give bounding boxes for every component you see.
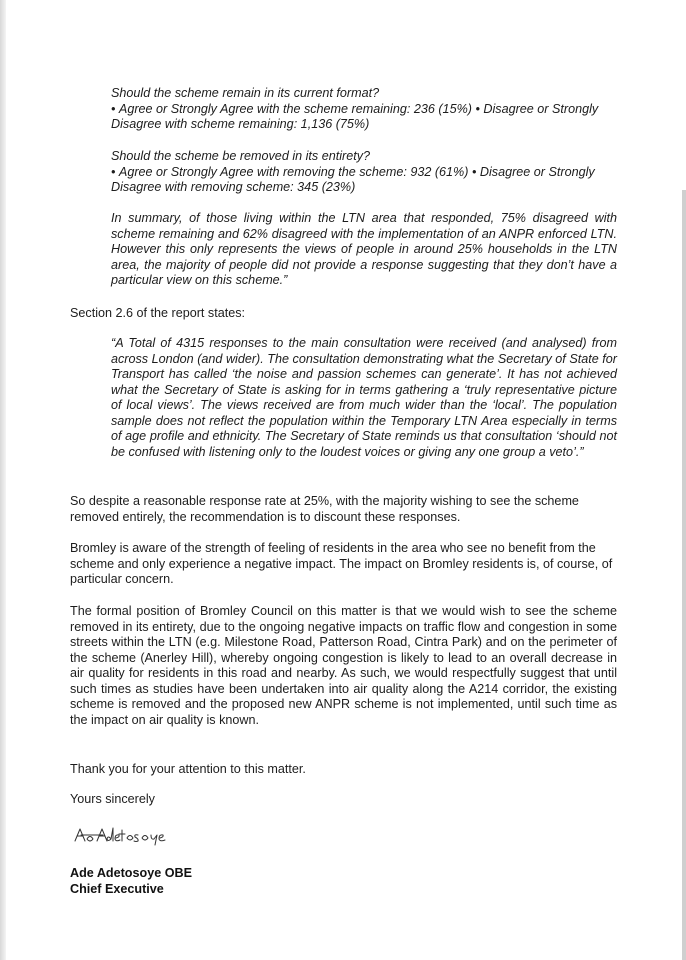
question-1-answer-agree: Agree or Strongly Agree with the scheme remaining: 236 (15%) — [118, 101, 472, 116]
question-1-block — [111, 86, 617, 133]
question-2-block — [111, 149, 617, 196]
paragraph-bromley: Bromley is aware of the strength of feeling of residents in the area who see no benefit from the scheme and only experience a negative impact. The impact on Bromley residents is, of course, of particular concern. — [70, 541, 613, 586]
thanks-line: Thank you for your attention to this matter. — [70, 762, 306, 776]
question-2-text: Should the scheme be removed in its entirety? — [111, 149, 371, 163]
page-edge-shadow — [0, 0, 6, 960]
question-1-text: Should the scheme remain in its current format? — [111, 86, 380, 100]
question-1-answers — [111, 102, 617, 133]
paragraph-position: The formal position of Bromley Council on this matter is that we would wish to see the scheme removed in its entirety, due to the ongoing negative impacts on traffic flow and congestion in some streets within the LTN (e.g. Milestone Road, Patterson Road, Cintra Park) and on the perimeter of the scheme (Anerley Hill), whereby ongoing congestion is likely to lead to an overall decrease in air quality for residents in this road and nearby. As such, we would respectfully suggest that until such times as studies have been undertaken into air quality along the A214 corridor, the existing scheme is removed and the proposed new ANPR scheme is not implemented, until such time as the impact on air quality is known. — [70, 604, 617, 727]
section-intro: Section 2.6 of the report states: — [70, 306, 246, 320]
question-2-answers — [111, 165, 617, 196]
question-2-answer-disagree: Disagree or Strongly Disagree with removing scheme: 345 (23%) — [111, 164, 595, 194]
signatory-name: Ade Adetosoye OBE — [70, 866, 192, 880]
question-1-answer-disagree: Disagree or Strongly Disagree with scheme remaining: 1,136 (75%) — [111, 101, 599, 131]
section-quote: “A Total of 4315 responses to the main consultation were received (and analysed) from across London (and wider). The consultation demonstrating what the Secretary of State for Transport has called ‘the noise and passion schemes can generate’. It has not achieved what the Secretary of State is asking for in terms gathering a ‘truly representative picture of local views’. The views received are from much wider than the ‘local’. The population sample does not reflect the population within the Temporary LTN Area especially in terms of age profile and ethnicity. The Secretary of State reminds us that consultation ‘should not be confused with listening only to the loudest voices or giving any one group a veto’.” — [111, 336, 617, 459]
summary-quote: In summary, of those living within the LTN area that responded, 75% disagreed with scheme remaining and 62% disagreed with the implementation of an ANPR enforced LTN. However this only represents the views of people in around 25% households in the LTN area, the majority of people did not provide a response suggesting that they don’t have a particular view on this scheme.” — [111, 211, 617, 287]
paragraph-despite: So despite a reasonable response rate at 25%, with the majority wishing to see the scheme removed entirely, the recommendation is to discount these responses. — [70, 494, 579, 524]
closing-line: Yours sincerely — [70, 792, 155, 806]
question-2-answer-agree: Agree or Strongly Agree with removing the scheme: 932 (61%) — [118, 164, 469, 179]
handwritten-signature — [73, 824, 193, 846]
bullet — [111, 165, 119, 179]
bullet — [472, 165, 480, 179]
signatory-title: Chief Executive — [70, 882, 164, 896]
bullet — [111, 102, 119, 116]
scroll-edge — [682, 190, 686, 960]
